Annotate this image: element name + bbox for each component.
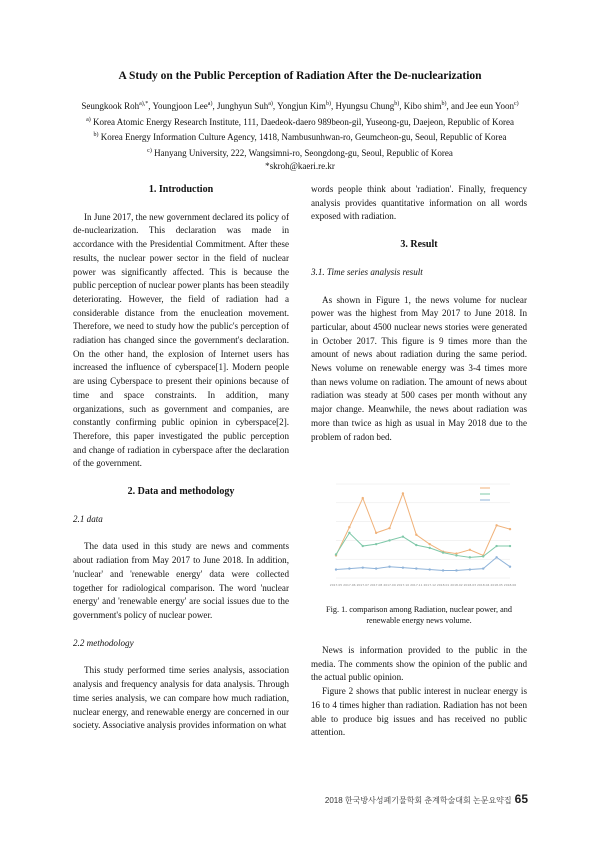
data-point — [375, 567, 377, 569]
subheading-data: 2.1 data — [73, 513, 103, 524]
data-point — [375, 532, 377, 534]
author: Seungkook Roh — [81, 101, 140, 111]
data-point — [362, 497, 364, 499]
data-point — [402, 492, 404, 494]
data-point — [455, 569, 457, 571]
x-tick-label: 2017.12 — [423, 583, 436, 587]
chart-x-tick-labels — [330, 583, 516, 587]
data-point — [402, 535, 404, 537]
page-number: 65 — [514, 792, 528, 806]
data-point — [482, 555, 484, 557]
x-tick-label: 2018.01 — [436, 583, 450, 587]
data-point — [428, 568, 430, 570]
x-tick-label: 2017.09 — [383, 583, 396, 587]
x-tick-label: 2017.11 — [410, 583, 423, 587]
data-text: The data used in this study are news and comments about radiation from May 2017 to June 2018. In addition, 'nuclear' and 'renewable energy' data were collected together for radiological comparison. The word 'nuclear energy' and 'renewable energy' are social issues due to the government's policy of nuclear power. — [73, 541, 289, 620]
data-point — [402, 566, 404, 568]
data-point — [362, 545, 364, 547]
author: Kibo shim — [403, 101, 442, 111]
author: Junghyun Suh — [216, 101, 269, 111]
x-tick-label: 2018.05 — [490, 583, 503, 587]
x-tick-label: 2017.05 — [329, 583, 343, 587]
page-footer — [325, 792, 528, 806]
data-point — [509, 566, 511, 568]
x-tick-label: 2017.07 — [356, 583, 369, 587]
paragraph-news: News is information provided to the public in the media. The comments show the opinion of the public and the actual public opinion. — [311, 645, 527, 683]
paper-title: A Study on the Public Perception of Radiation After the De-nuclearization — [118, 70, 482, 82]
data-point — [442, 551, 444, 553]
x-tick-label: 2018.06 — [503, 583, 517, 587]
section-heading-introduction: 1. Introduction — [148, 184, 214, 195]
data-point — [348, 526, 350, 528]
section-heading-data-methodology: 2. Data and methodology — [127, 486, 235, 498]
x-tick-label: 2017.10 — [396, 583, 410, 587]
left-column — [73, 183, 289, 733]
author: and Jee eun Yoon — [450, 101, 514, 111]
author: Hyungsu Chung — [335, 101, 395, 111]
author-block — [40, 98, 560, 174]
data-point — [348, 532, 350, 534]
news-volume-chart — [314, 470, 522, 600]
data-point — [388, 527, 390, 529]
data-point — [388, 539, 390, 541]
data-point — [482, 567, 484, 569]
data-point — [415, 534, 417, 536]
data-point — [495, 556, 497, 558]
data-point — [495, 545, 497, 547]
author: Youngjoon Lee — [152, 101, 208, 111]
introduction-text: In June 2017, the new government declared its policy of de-nuclearization. This declaration was made in accordance with the Presidential Commitment. After these results, the nuclear power sector in the field of nuclear power was significantly affected. This is because the public perception of nuclear power plants has been steadily deteriorating. However, the field of radiation had a considerable distance from the enucleation movement. Therefore, we need to study how the public's perception of radiation has changed since the government's declaration. On the other hand, the explosion of Internet users has increased the influence of cyberspace[1]. Modern people are using Cyberspace to present their opinions because of time and space constraints. In addition, many organizations, such as government and companies, are constantly confirming public opinion in cyberspace[2]. Therefore, this paper investigated the public perception and change of radiation in cyberspace after the declaration of the government. — [73, 211, 289, 469]
affiliation-c: $^{c)}$ Hanyang University, 222, Wangsimni-ro, Seongdong-gu, Seoul, Republic of Korea — [147, 147, 453, 158]
x-tick-label: 2017.08 — [369, 583, 383, 587]
corresponding-email: *skroh@kaeri.re.kr — [265, 161, 335, 171]
x-tick-label: 2018.03 — [463, 583, 477, 587]
data-point — [415, 544, 417, 546]
right-column — [311, 183, 527, 444]
data-point — [495, 524, 497, 526]
data-point — [388, 566, 390, 568]
data-point — [455, 554, 457, 556]
data-point — [469, 568, 471, 570]
result-text: As shown in Figure 1, the news volume for nuclear power was the highest from May 2017 to June 2018. In particular, about 4500 nuclear news stories were generated in October 2017. This figure is 9 times more than the amount of news about radiation during the same period. News volume on renewable energy was 3-4 times more than news volume on radiation. The amount of news about radiation was steady at 500 cases per month without any major change. Meanwhile, the news about radiation was more than twice as high as usual in May 2018 due to the problem of radon bed. — [311, 294, 527, 442]
authors-line: Seungkook Roh$^{a),*}$, Youngjoon Lee$^{a)}$, Junghyun Suh$^{a)}$, Yongjun Kim$^{b)}$, Hyungsu Chung$^{b)}$, Kibo shim$^{b)}$, and Jee eun Yoon$^{c)}$ — [81, 101, 519, 111]
data-point — [469, 556, 471, 558]
data-point — [375, 543, 377, 545]
affiliation-b: $^{b)}$ Korea Energy Information Culture Agency, 1418, Nambusunhwan-ro, Geumcheon-gu, Seoul, Republic of Korea — [93, 132, 507, 142]
figure-caption: Fig. 1. comparison among Radiation, nuclear power, and renewable energy news volume. — [326, 605, 512, 625]
data-point — [469, 549, 471, 551]
right-column-lower — [311, 644, 527, 740]
data-point — [362, 566, 364, 568]
x-tick-label: 2018.04 — [477, 583, 490, 587]
author: Yongjun Kim — [277, 101, 326, 111]
data-point — [442, 569, 444, 571]
x-tick-label: 2018.02 — [450, 583, 463, 587]
methodology-text: This study performed time series analysis, association analysis and frequency analysis for data analysis. Through time series analysis, we can compare how much radiation, nuclear energy, and renewable energy are concerned in our society. Associative analysis provides information on what — [73, 665, 289, 731]
section-heading-result: 3. Result — [400, 239, 438, 251]
data-point — [415, 567, 417, 569]
data-point — [428, 543, 430, 545]
subheading-time-series: 3.1. Time series analysis result — [311, 266, 423, 277]
data-point — [428, 547, 430, 549]
x-tick-label: 2017.06 — [343, 583, 356, 587]
data-point — [335, 553, 337, 555]
data-point — [509, 528, 511, 530]
footer-text: 2018 한국방사성폐기물학회 춘계학술대회 논문요약집 — [324, 796, 512, 805]
data-point — [348, 567, 350, 569]
subheading-methodology: 2.2 methodology — [73, 637, 134, 648]
paragraph-figure2: Figure 2 shows that public interest in nuclear energy is 16 to 4 times higher than radiation. Radiation has not been able to produce big issues and has received no public attention. — [311, 686, 527, 738]
affiliation-a: $^{a)}$ Korea Atomic Energy Research Institute, 111, Daedeok-daero 989beon-gil, Yuseong-gu, Daejeon, Republic of Korea — [86, 116, 514, 127]
continued-text: words people think about 'radiation'. Finally, frequency analysis provides quantitative information on all words exposed with radiation. — [311, 184, 527, 222]
data-point — [335, 568, 337, 570]
data-point — [509, 545, 511, 547]
